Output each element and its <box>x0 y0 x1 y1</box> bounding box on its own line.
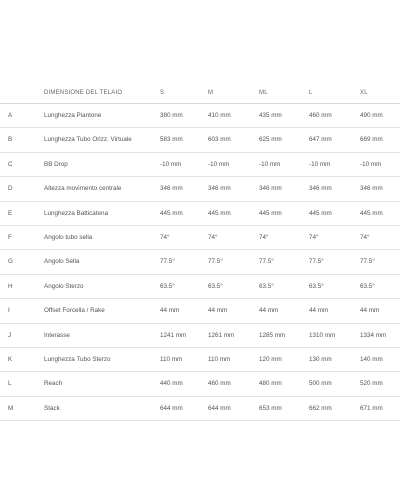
row-dimension-name: Lunghezza Piantone <box>44 112 102 119</box>
row-dimension-name: Angolo tubo sella <box>44 233 93 241</box>
row-code: I <box>8 307 10 315</box>
value-size-ml: -10 mm <box>259 160 281 168</box>
value-size-m: 603 mm <box>208 136 231 144</box>
value-size-xl: 140 mm <box>360 355 383 363</box>
row-dimension-name: Lunghezza Tubo Orizz. Virtuale <box>44 136 132 144</box>
table-row <box>0 153 400 177</box>
value-size-xl: 74° <box>360 233 370 241</box>
value-size-m: 63.5° <box>208 282 223 290</box>
row-code: L <box>8 380 12 388</box>
value-size-ml: 77.5° <box>259 258 274 266</box>
value-size-xl: 44 mm <box>360 307 380 315</box>
value-size-s: 63.5° <box>160 282 175 290</box>
row-dimension-name: Lunghezza Batticatena <box>44 209 109 217</box>
value-size-m: 346 mm <box>208 185 231 193</box>
row-code: A <box>8 112 13 119</box>
row-dimension-name: Reach <box>44 380 63 388</box>
value-size-ml: 480 mm <box>259 380 282 388</box>
table-row <box>0 202 400 226</box>
table-header <box>0 82 400 104</box>
value-size-xl: 669 mm <box>360 136 383 144</box>
value-size-l: 63.5° <box>309 282 324 290</box>
value-size-m: 445 mm <box>208 209 231 217</box>
value-size-m: 410 mm <box>208 112 231 119</box>
value-size-l: 1310 mm <box>309 331 336 339</box>
value-size-s: 77.5° <box>160 258 175 266</box>
value-size-ml: 74° <box>259 233 269 241</box>
value-size-l: 130 mm <box>309 355 332 363</box>
table-row <box>0 299 400 323</box>
header-size-l: L <box>309 90 313 96</box>
value-size-xl: -10 mm <box>360 160 382 168</box>
row-code: M <box>8 404 14 412</box>
table-row <box>0 324 400 348</box>
row-dimension-name: Interasse <box>44 331 70 339</box>
value-size-xl: 63.5° <box>360 282 375 290</box>
value-size-m: 1261 mm <box>208 331 235 339</box>
table-row <box>0 128 400 152</box>
value-size-xl: 1334 mm <box>360 331 387 339</box>
value-size-s: 74° <box>160 233 170 241</box>
value-size-m: 110 mm <box>208 355 231 363</box>
value-size-s: 380 mm <box>160 112 183 119</box>
value-size-ml: 1285 mm <box>259 331 286 339</box>
row-code: H <box>8 282 13 290</box>
value-size-m: 77.5° <box>208 258 223 266</box>
row-dimension-name: Lunghezza Tubo Sterzo <box>44 355 111 363</box>
row-code: E <box>8 209 13 217</box>
value-size-s: 44 mm <box>160 307 180 315</box>
value-size-ml: 653 mm <box>259 404 282 412</box>
value-size-xl: 520 mm <box>360 380 383 388</box>
value-size-s: 110 mm <box>160 355 183 363</box>
value-size-l: -10 mm <box>309 160 331 168</box>
value-size-m: 460 mm <box>208 380 231 388</box>
value-size-l: 346 mm <box>309 185 332 193</box>
row-dimension-name: BB Drop <box>44 160 68 168</box>
value-size-xl: 346 mm <box>360 185 383 193</box>
value-size-ml: 63.5° <box>259 282 274 290</box>
row-code: G <box>8 258 13 266</box>
value-size-ml: 44 mm <box>259 307 279 315</box>
value-size-ml: 625 mm <box>259 136 282 144</box>
row-code: C <box>8 160 13 168</box>
value-size-m: 74° <box>208 233 218 241</box>
value-size-l: 77.5° <box>309 258 324 266</box>
row-dimension-name: Altezza movimento centrale <box>44 185 122 193</box>
row-code: K <box>8 355 13 363</box>
value-size-xl: 77.5° <box>360 258 375 266</box>
value-size-l: 445 mm <box>309 209 332 217</box>
row-dimension-name: Stack <box>44 404 60 412</box>
row-dimension-name: Offset Forcella / Rake <box>44 307 105 315</box>
header-dimension-label: DIMENSIONE DEL TELAIO <box>44 90 123 96</box>
value-size-l: 647 mm <box>309 136 332 144</box>
value-size-s: 1241 mm <box>160 331 187 339</box>
row-code: J <box>8 331 12 339</box>
value-size-ml: 435 mm <box>259 112 282 119</box>
value-size-xl: 671 mm <box>360 404 383 412</box>
value-size-m: -10 mm <box>208 160 230 168</box>
header-size-m: M <box>208 90 214 96</box>
value-size-ml: 445 mm <box>259 209 282 217</box>
value-size-xl: 490 mm <box>360 112 383 119</box>
geometry-table <box>0 82 400 421</box>
value-size-m: 44 mm <box>208 307 228 315</box>
value-size-ml: 120 mm <box>259 355 282 363</box>
value-size-s: 440 mm <box>160 380 183 388</box>
table-row <box>0 226 400 250</box>
value-size-s: 445 mm <box>160 209 183 217</box>
row-code: F <box>8 233 12 241</box>
value-size-s: 583 mm <box>160 136 183 144</box>
row-code: B <box>8 136 13 144</box>
value-size-s: -10 mm <box>160 160 182 168</box>
table-row <box>0 372 400 396</box>
table-body <box>0 104 400 421</box>
value-size-xl: 445 mm <box>360 209 383 217</box>
value-size-l: 74° <box>309 233 319 241</box>
header-size-ml: ML <box>259 90 268 96</box>
value-size-l: 44 mm <box>309 307 329 315</box>
value-size-ml: 346 mm <box>259 185 282 193</box>
table-row <box>0 275 400 299</box>
table-row <box>0 348 400 372</box>
row-code: D <box>8 185 13 193</box>
header-size-s: S <box>160 90 165 96</box>
table-row <box>0 250 400 274</box>
value-size-l: 662 mm <box>309 404 332 412</box>
header-size-xl: XL <box>360 90 368 96</box>
table-row <box>0 397 400 421</box>
value-size-s: 644 mm <box>160 404 183 412</box>
table-row <box>0 104 400 128</box>
value-size-l: 460 mm <box>309 112 332 119</box>
value-size-l: 500 mm <box>309 380 332 388</box>
value-size-s: 346 mm <box>160 185 183 193</box>
table-row <box>0 177 400 201</box>
row-dimension-name: Angolo Sterzo <box>44 282 84 290</box>
row-dimension-name: Angolo Sella <box>44 258 80 266</box>
value-size-m: 644 mm <box>208 404 231 412</box>
